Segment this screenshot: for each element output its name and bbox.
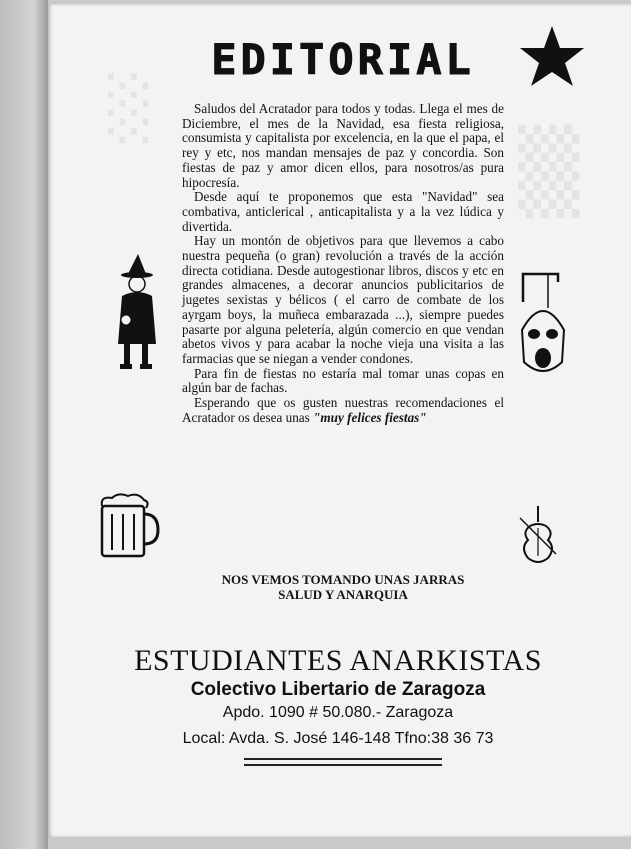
divider (244, 764, 442, 766)
closing-line: NOS VEMOS TOMANDO UNAS JARRAS (221, 572, 465, 587)
beer-mug-illustration (96, 492, 160, 560)
witch-figure-illustration (108, 254, 168, 374)
organization-address: Apdo. 1090 # 50.080.- Zaragoza (222, 704, 454, 721)
greeting-emphasis: "muy felices fiestas" (313, 409, 427, 425)
paragraph: Saludos del Acratador para todos y todas. Llega el mes de Diciembre, el mes de la Navidad, esa fiesta religiosa, consumista y capitalista por excelencia, en la que el papa, el rey y etc, nos mandan mensajes de paz y concordia. Son fiestas de paz y amor dicen ellos, para nosotros/as pura hipocresía. (182, 101, 504, 190)
editorial-body (182, 102, 504, 425)
page-title: EDITORIAL (183, 34, 503, 86)
paragraph: Hay un montón de objetivos para que llevemos a cabo nuestra pequeña (o gran) revolución a través de la acción directa cotidiana. Desde autogestionar libros, discos y etc en grandes almacenes, a decorar anuncios publicitarios de jugetes sexistas y bélicos ( el carro de combate de los ayrgam boys, la muñeca embarazada ...), siempre puedes pasarte por alguna peletería, algún comercio en que vendan abetos vivos y para acabar la noche vieja una visita a las farmacias que se niegan a vender condones. (182, 233, 504, 366)
document-page (48, 4, 631, 837)
star-icon (516, 24, 586, 90)
scan-edge (0, 0, 48, 849)
show-through-artifact: ▒ (518, 124, 580, 218)
paragraph (182, 396, 504, 425)
paragraph: Para fin de fiestas no estaría mal tomar unas copas en algún bar de fachas. (182, 365, 504, 396)
violin-illustration (518, 504, 558, 566)
organization-subtitle: Colectivo Libertario de Zaragoza (190, 679, 486, 700)
closing-line: SALUD Y ANARQUIA (278, 587, 408, 602)
divider (244, 758, 442, 760)
closing-message (182, 572, 504, 602)
organization-name: ESTUDIANTES ANARKISTAS (134, 644, 542, 677)
organization-local: Local: Avda. S. José 146-148 Tfno:38 36 73 (182, 730, 494, 747)
show-through-artifact: ░ (108, 74, 155, 144)
paragraph: Desde aquí te proponemos que esta "Navidad" sea combativa, anticlerical , anticapitalista y a la vez lúdica y divertida. (182, 189, 504, 234)
paragraph-text: Esperando que os gusten nuestras recomendaciones el Acratador os desea unas (182, 395, 504, 425)
hanged-skull-illustration (518, 272, 568, 384)
